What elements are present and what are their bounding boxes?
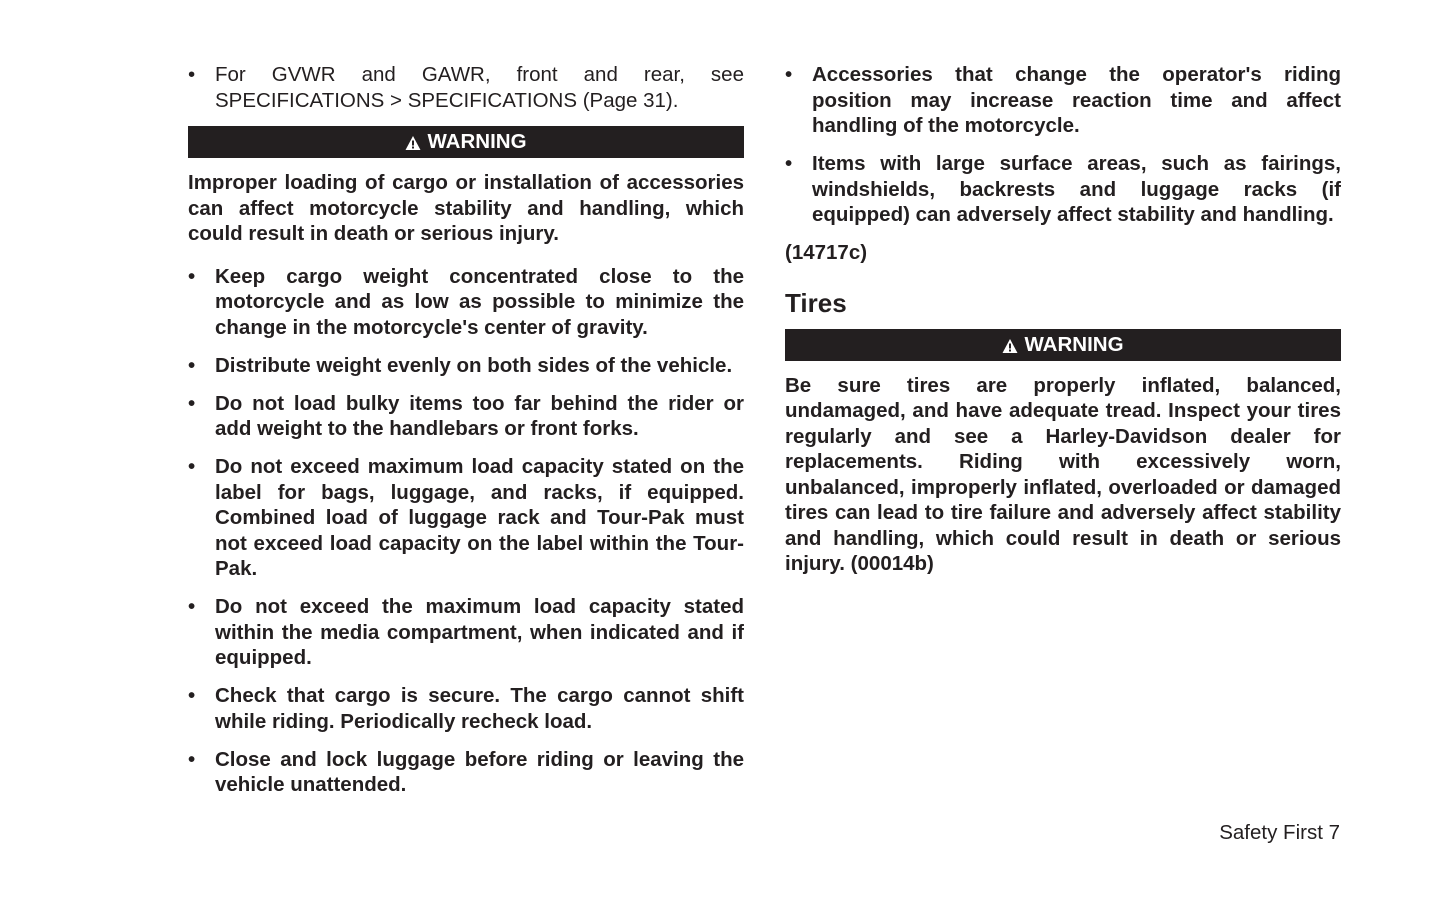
warning-label: WARNING [427,130,527,153]
list-item: • Distribute weight evenly on both sides of the vehicle. [188,353,744,379]
tires-warning-banner [785,329,1341,361]
list-item: • Keep cargo weight concentrated close to the motorcycle and as low as possible to minimize the change in the motorcycle's center of gravity. [188,264,744,341]
intro-bullet: • For GVWR and GAWR, front and rear, see SPECIFICATIONS > SPECIFICATIONS (Page 31). [188,62,744,113]
tires-warning-text: Be sure tires are properly inflated, balanced, undamaged, and have adequate tread. Inspect your tires regularly and see a Harley-Davidson dealer for replacements. Riding with excessively worn, unbalanced, improperly inflated, overloaded or damaged tires can lead to tire failure and adversely affect stability and handling, which could result in death or serious injury. (00014b) [785,373,1341,575]
warning-text: Improper loading of cargo or installation of accessories can affect motorcycle stability and handling, which could result in death or serious injury. [188,171,744,245]
list-item: • Do not exceed the maximum load capacity stated within the media compartment, when indicated and if equipped. [188,594,744,671]
warning-code: (14717c) [785,241,868,264]
page-footer: Safety First 7 [1219,821,1340,844]
cargo-bullet-list [188,264,744,798]
list-item: • Check that cargo is secure. The cargo cannot shift while riding. Periodically recheck load. [188,683,744,734]
warning-triangle-icon [405,135,421,151]
warning-triangle-icon [1002,338,1018,354]
intro-list [188,62,744,113]
warning-banner [188,126,744,158]
accessories-bullet-list [785,62,1341,228]
list-item: • Do not load bulky items too far behind the rider or add weight to the handlebars or front forks. [188,391,744,442]
list-item: • Items with large surface areas, such as fairings, windshields, backrests and luggage racks (if equipped) can adversely affect stability and handling. [785,151,1341,228]
section-title: Tires [785,287,847,318]
warning-label: WARNING [1024,332,1124,356]
list-item: • Accessories that change the operator's riding position may increase reaction time and affect handling of the motorcycle. [785,62,1341,139]
left-column [188,62,744,810]
list-item: • Close and lock luggage before riding or leaving the vehicle unattended. [188,747,744,798]
right-column [785,62,1341,577]
list-item: • Do not exceed maximum load capacity stated on the label for bags, luggage, and racks, if equipped. Combined load of luggage rack and Tour-Pak must not exceed load capacity on the label within the Tour-Pak. [188,454,744,582]
